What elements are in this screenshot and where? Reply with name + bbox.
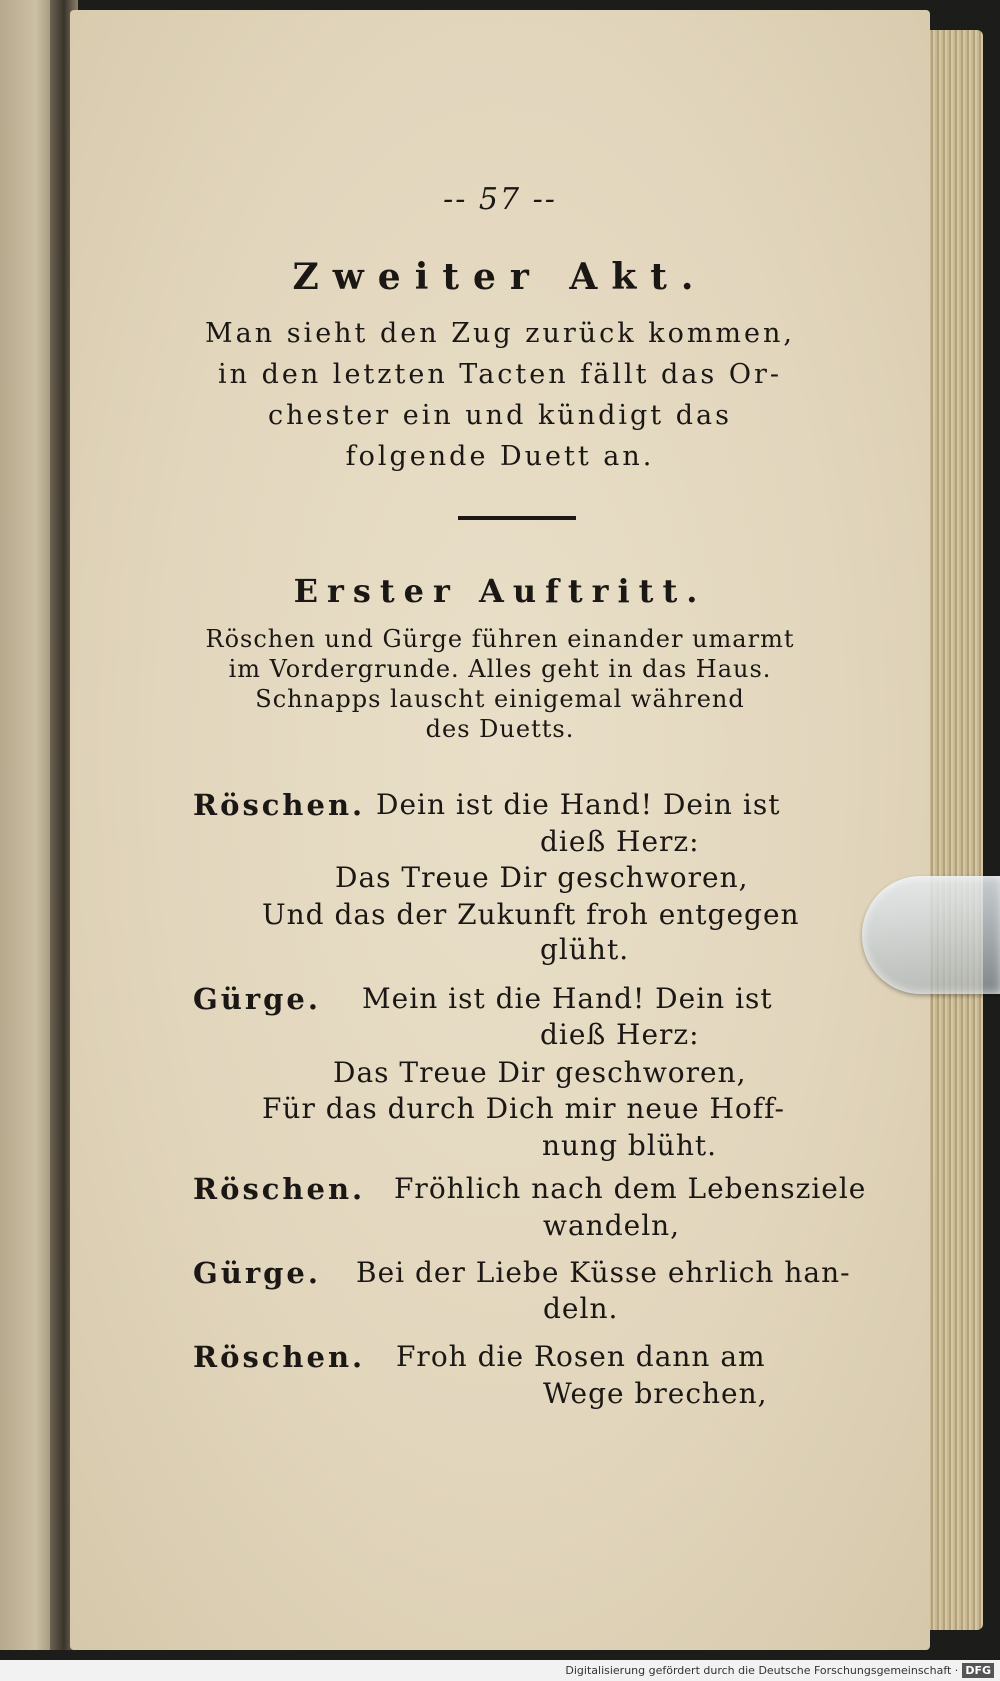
verse-line: Bei der Liebe Küsse ehrlich han-: [356, 1256, 851, 1289]
verse-line: Froh die Rosen dann am: [396, 1340, 766, 1373]
scene-direction-line: des Duetts.: [425, 715, 575, 743]
verse-line: glüht.: [540, 933, 630, 966]
speaker-name: Röschen.: [193, 788, 366, 822]
stage-direction-line: in den letzten Tacten fällt das Or-: [217, 359, 783, 390]
stage-direction-line: Man sieht den Zug zurück kommen,: [204, 318, 795, 349]
speaker-name: Röschen.: [193, 1340, 366, 1374]
credit-text: Digitalisierung gefördert durch die Deutsche Forschungsgemeinschaft ·: [565, 1664, 959, 1677]
verse-line: wandeln,: [543, 1209, 681, 1242]
page-clip: [862, 876, 1000, 994]
scene-direction-line: Schnapps lauscht einigemal während: [255, 685, 745, 713]
verse-line: Das Treue Dir geschworen,: [333, 1056, 747, 1089]
verse-line: deln.: [543, 1292, 619, 1325]
verse-line: dieß Herz:: [540, 1018, 700, 1051]
scene-direction-line: Röschen und Gürge führen einander umarmt: [205, 625, 795, 653]
verse-line: Wege brechen,: [543, 1377, 768, 1410]
page-number: -- 57 --: [443, 182, 557, 217]
dfg-logo: DFG: [962, 1663, 994, 1678]
verse-line: dieß Herz:: [540, 825, 700, 858]
verse-line: Mein ist die Hand! Dein ist: [362, 982, 773, 1015]
verse-line: Das Treue Dir geschworen,: [335, 861, 749, 894]
verse-line: Und das der Zukunft froh entgegen: [262, 898, 800, 931]
verse-line: Dein ist die Hand! Dein ist: [376, 788, 781, 821]
speaker-name: Gürge.: [193, 1256, 321, 1290]
digitization-credit: [0, 1660, 1000, 1681]
verse-line: Für das durch Dich mir neue Hoff-: [262, 1092, 785, 1125]
scene-direction-line: im Vordergrunde. Alles geht in das Haus.: [228, 655, 772, 683]
section-divider: [458, 516, 576, 520]
speaker-name: Röschen.: [193, 1172, 366, 1206]
speaker-name: Gürge.: [193, 982, 321, 1016]
act-heading: Zweiter Akt.: [292, 256, 708, 298]
verse-line: nung blüht.: [542, 1129, 718, 1162]
scene-heading: Erster Auftritt.: [293, 572, 707, 610]
stage-direction-line: chester ein und kündigt das: [268, 400, 732, 431]
stage-direction-line: folgende Duett an.: [345, 441, 655, 472]
verse-line: Fröhlich nach dem Lebensziele: [394, 1172, 867, 1205]
